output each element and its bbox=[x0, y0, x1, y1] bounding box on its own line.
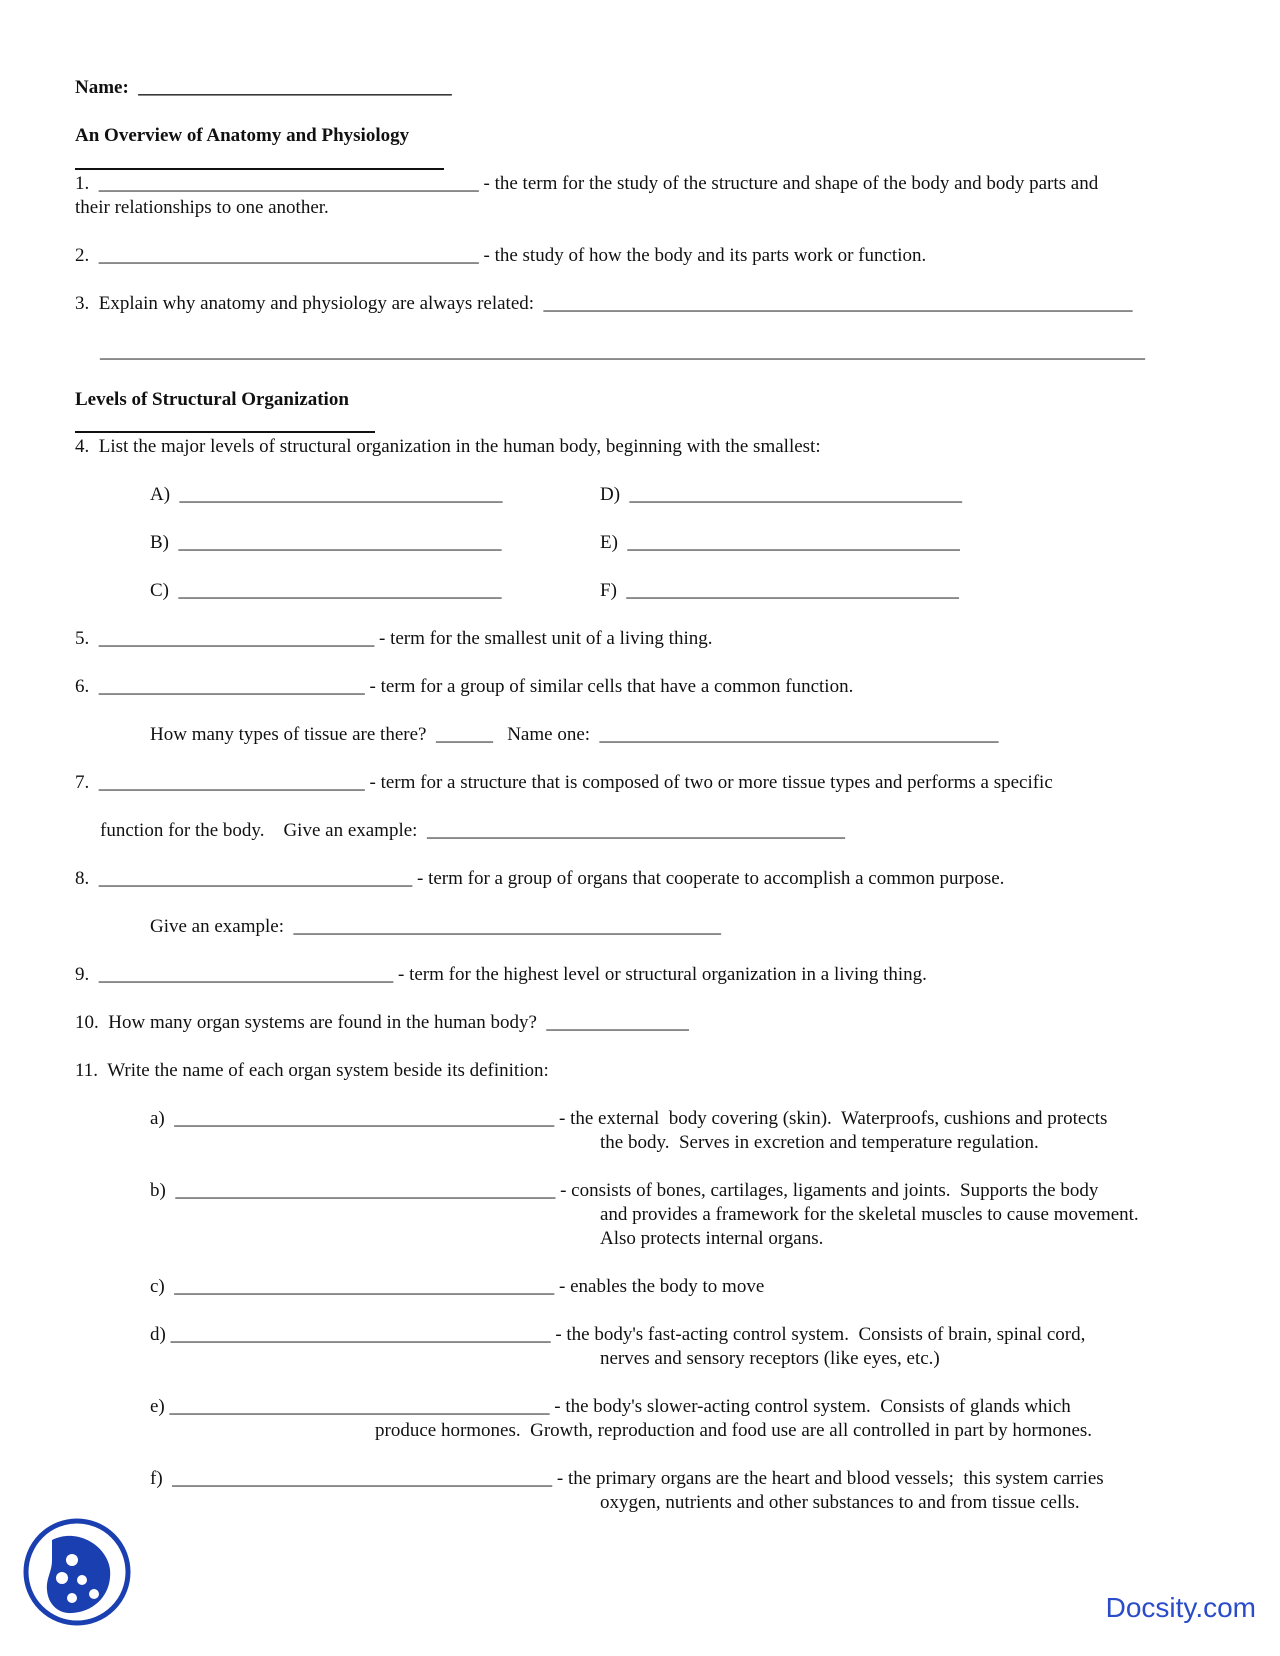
question-1-cont: their relationships to one another. bbox=[75, 197, 329, 218]
organ-system-e-cont: produce hormones. Growth, reproduction and food use are all controlled in part by hormones. bbox=[375, 1420, 1093, 1441]
question-4: 4. List the major levels of structural organization in the human body, beginning with the smallest: bbox=[75, 436, 821, 457]
question-7-followup: function for the body. Give an example: ____________________________________________ bbox=[100, 820, 845, 841]
docsity-logo-icon bbox=[22, 1516, 132, 1628]
level-d: D) ___________________________________ bbox=[600, 484, 963, 505]
question-9: 9. _______________________________ - term for the highest level or structural organization in a living thing. bbox=[75, 964, 927, 985]
question-3-answer-line: ______________________________________________________________________________________________________________ bbox=[100, 341, 1145, 362]
organ-system-d-cont: nerves and sensory receptors (like eyes, etc.) bbox=[600, 1348, 940, 1369]
heading-rule bbox=[75, 431, 375, 433]
question-1: 1. ________________________________________ - the term for the study of the structure and shape of the body and body parts and bbox=[75, 173, 1099, 194]
level-c: C) __________________________________ bbox=[150, 580, 502, 601]
question-8-followup: Give an example: _____________________________________________ bbox=[150, 916, 722, 937]
question-5: 5. _____________________________ - term for the smallest unit of a living thing. bbox=[75, 628, 713, 649]
question-11: 11. Write the name of each organ system beside its definition: bbox=[75, 1060, 549, 1081]
level-b: B) __________________________________ bbox=[150, 532, 502, 553]
question-6: 6. ____________________________ - term for a group of similar cells that have a common function. bbox=[75, 676, 854, 697]
level-a: A) __________________________________ bbox=[150, 484, 503, 505]
organ-system-f-cont: oxygen, nutrients and other substances to and from tissue cells. bbox=[600, 1492, 1080, 1513]
question-8: 8. _________________________________ - term for a group of organs that cooperate to accomplish a common purpose. bbox=[75, 868, 1005, 889]
organ-system-b: b) ________________________________________ - consists of bones, cartilages, ligaments and joints. Supports the body bbox=[150, 1180, 1099, 1201]
docsity-brand-link[interactable]: Docsity.com bbox=[1105, 1592, 1256, 1623]
organ-system-b-cont: and provides a framework for the skeletal muscles to cause movement. bbox=[600, 1204, 1139, 1225]
question-7: 7. ____________________________ - term for a structure that is composed of two or more tissue types and performs a specific bbox=[75, 772, 1053, 793]
name-field[interactable]: Name: _________________________________ bbox=[75, 77, 452, 98]
section-heading-overview: An Overview of Anatomy and Physiology bbox=[75, 125, 410, 146]
level-e: E) ___________________________________ bbox=[600, 532, 960, 553]
organ-system-e: e) ________________________________________ - the body's slower-acting control system. Consists of glands which bbox=[150, 1396, 1071, 1417]
organ-system-b-cont2: Also protects internal organs. bbox=[600, 1228, 824, 1249]
organ-system-c: c) ________________________________________ - enables the body to move bbox=[150, 1276, 765, 1297]
organ-system-a-cont: the body. Serves in excretion and temperature regulation. bbox=[600, 1132, 1039, 1153]
organ-system-d: d) ________________________________________ - the body's fast-acting control system. Consists of brain, spinal cord, bbox=[150, 1324, 1086, 1345]
question-10: 10. How many organ systems are found in the human body? _______________ bbox=[75, 1012, 689, 1033]
organ-system-a: a) ________________________________________ - the external body covering (skin). Waterproofs, cushions and protects bbox=[150, 1108, 1108, 1129]
organ-system-f: f) ________________________________________ - the primary organs are the heart and blood vessels; this system carries bbox=[150, 1468, 1104, 1489]
heading-rule bbox=[75, 168, 444, 170]
question-3: 3. Explain why anatomy and physiology are always related: ______________________________________________________________ bbox=[75, 293, 1133, 314]
question-2: 2. ________________________________________ - the study of how the body and its parts work or function. bbox=[75, 245, 927, 266]
level-f: F) ___________________________________ bbox=[600, 580, 959, 601]
section-heading-levels: Levels of Structural Organization bbox=[75, 389, 349, 410]
question-6-followup: How many types of tissue are there? ______ Name one: __________________________________________ bbox=[150, 724, 999, 745]
